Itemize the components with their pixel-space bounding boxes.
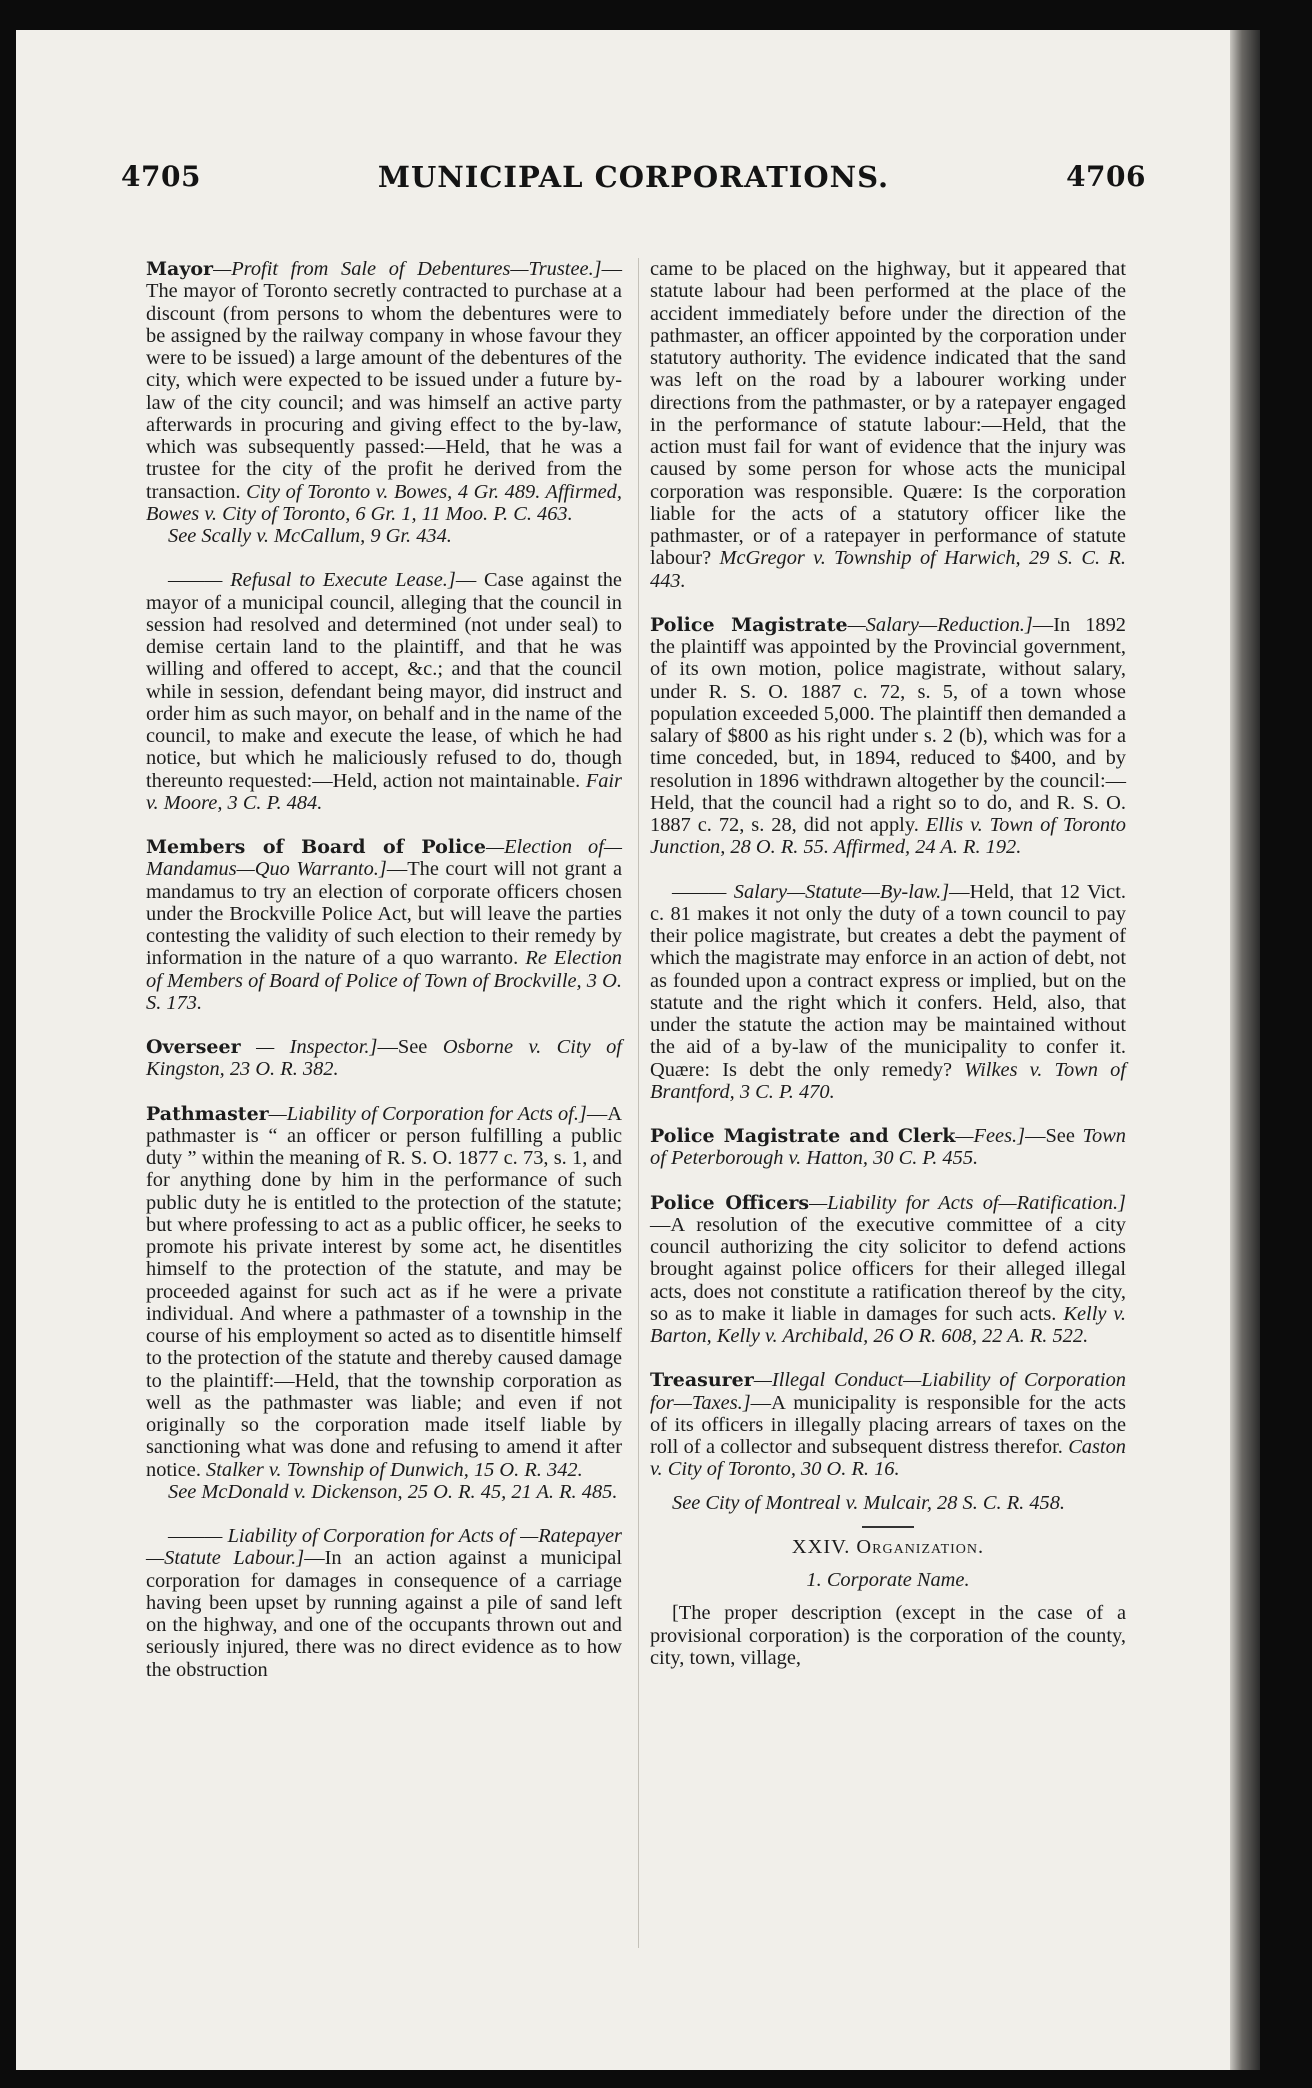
section-body: [The proper description (except in the case of a provisional corporation) is the corporation of the county, city, town, village, [650, 1602, 1126, 1669]
see-also-reference: See McDonald v. Dickenson, 25 O. R. 45, 21 A. R. 485. [168, 1480, 618, 1503]
entry-police-officers [650, 1192, 1126, 1348]
case-citation: Stalker v. Township of Dunwich, 15 O. R. 342. [206, 1458, 583, 1481]
entry-subject: — Inspector.] [240, 1036, 378, 1058]
entry-subject: —Liability for Acts of—Ratification.] [809, 1191, 1126, 1214]
section-heading: XXIV. Organization. [791, 1535, 985, 1558]
entry-subject: —Fees.] [955, 1125, 1026, 1147]
entry-heading: Police Magistrate and Clerk [650, 1125, 956, 1147]
entry-body: —Held, that 12 Vict. c. 81 makes it not only the duty of a town council to pay their police magistrate, but creates a debt the payment of which the magistrate may enforce in an action of debt, not as founded upon a contract express or implied, but on the statute and the right which it confers. Held, also, that under the statute the action may be maintained without the aid of a by-law of the municipality to confer it. Quære: Is debt the only remedy? [650, 880, 1126, 1081]
case-citation: McGregor v. Township of Harwich, 29 S. C. R. 443. [650, 547, 1126, 592]
entry-body: —See [377, 1036, 428, 1058]
entry-subject: —Profit from Sale of Debentures—Trustee.] [213, 258, 602, 280]
see-also-reference: See City of Montreal v. Mulcair, 28 S. C. R. 458. [672, 1491, 1066, 1514]
case-citation: Caston v. City of Toronto, 30 O. R. 16. [650, 1436, 1126, 1481]
running-header [121, 160, 1146, 210]
entry-body: —The court will not grant a mandamus to try an election of corporate officers chosen under the Brockville Police Act, but will leave the parties contesting the validity of such election to their remedy by information in the nature of a quo warranto. [146, 858, 622, 970]
entry-body: came to be placed on the highway, but it appeared that statute labour had been performed at the place of the accident immediately before under the direction of the pathmaster, an officer appointed by the corporation under statutory authority. The evidence indicated that the sand was left on the road by a labourer working under directions from the pathmaster, or by a ratepayer engaged in the performance of statute labour:—Held, that the action must fail for want of evidence that the injury was caused by some person for whose acts the municipal corporation was responsible. Quære: Is the corporation liable for the acts of a statutory officer like the pathmaster, or of a ratepayer in performance of statute labour? [650, 258, 1126, 570]
entry-subject: ——— Liability of Corporation for Acts of —Ratepayer—Statute Labour.] [146, 1525, 622, 1570]
entry-heading: Pathmaster [146, 1102, 269, 1125]
entry-subject: —Liability of Corporation for Acts of.] [268, 1102, 587, 1125]
entry-body: —A municipality is responsible for the acts of its officers in illegally placing arrears of taxes on the roll of a collector and subsequent distress therefor. [650, 1391, 1126, 1458]
entry-refusal-to-execute-lease [146, 569, 622, 814]
entry-body: —The mayor of Toronto secretly contracted to purchase at a discount (from persons to whom the debentures were to be assigned by the railway company in whose favour they were to be issued) a large amount of the debentures of the city, which were expected to be issued under a future by-law of the city council; and was himself an active party afterwards in procuring and giving effect to the by-law, which was subsequently passed:—Held, that he was a trustee for the city of the profit he derived from the transaction. [146, 258, 622, 503]
book-page [16, 30, 1260, 2070]
entry-liability-ratepayer [146, 1525, 622, 1681]
entry-subject: —Illegal Conduct—Liability of Corporation for—Taxes.] [650, 1369, 1126, 1414]
case-citation: Osborne v. City of Kingston, 23 O. R. 382. [146, 1036, 622, 1081]
section-rule [862, 1526, 914, 1528]
case-citation: Wilkes v. Town of Brantford, 3 C. P. 470. [650, 1058, 1126, 1103]
entry-heading: Police Officers [650, 1191, 810, 1214]
entry-body: —A pathmaster is “ an officer or person fulfilling a public duty ” within the meaning of R. S. O. 1877 c. 73, s. 1, and for anything done by him in the performance of such public duty he is entitled to the protection of the statute; but where professing to act as a public officer, he seeks to promote his private interest by some act, he disentitles himself to the protection of the statute, and may be proceeded against for such act as if he were a private individual. And where a pathmaster of a township in the course of his employment so acted as to disentitle himself to the protection of the statute and thereby caused damage to the plaintiff:—Held, that the township corporation as well as the pathmaster was liable; and even if not originally so the corporation made itself liable by sanctioning what was done and refusing to amend it after notice. [146, 1102, 622, 1481]
entry-pathmaster [146, 1103, 622, 1481]
entry-heading: Overseer [146, 1036, 241, 1058]
entry-body: —In an action against a municipal corporation for damages in consequence of a carriage having been upset by running against a pile of sand left on the highway, and one of the occupants thrown out and seriously injured, there was no direct evidence as to how the obstruction [146, 1547, 622, 1681]
running-title: MUNICIPAL CORPORATIONS. [377, 160, 890, 194]
section-subheading: 1. Corporate Name. [806, 1569, 970, 1591]
entry-body: —See [1025, 1125, 1075, 1147]
entry-body: —In 1892 the plaintiff was appointed by the Provincial government, of its own motion, police magistrate, without salary, under R. S. O. 1887 c. 72, s. 5, of a town whose population exceeded 5,000. The plaintiff then demanded a salary of $800 as his right under s. 2 (b), which was for a time conceded, but, in 1894, reduced to $400, and by resolution in 1896 withdrawn altogether by the council:—Held, that the council had a right so to do, and R. S. O. 1887 c. 72, s. 28, did not apply. [650, 613, 1126, 836]
entry-body: — Case against the mayor of a municipal council, alleging that the council in session had resolved and determined (not under seal) to demise certain land to the plaintiff, and that he was willing and offered to accept, &c.; and that the council while in session, defendant being mayor, did instruct and order him as such mayor, on behalf and in the name of the council, to make and execute the lease, of which he had notice, but which he maliciously refused to do, though thereunto requested:—Held, action not maintainable. [146, 569, 622, 792]
case-citation: City of Toronto v. Bowes, 4 Gr. 489. Affirmed, Bowes v. City of Toronto, 6 Gr. 1, 11 Moo. P. C. 463. [146, 480, 622, 525]
entry-heading: Treasurer [650, 1369, 754, 1392]
column-divider [638, 258, 639, 1948]
left-column [146, 258, 622, 1681]
entry-members-of-board-of-police [146, 836, 622, 1014]
entry-heading: Mayor [146, 258, 214, 280]
entry-subject: —Election of—Mandamus—Quo Warranto.] [146, 836, 622, 881]
case-citation: Town of Peterborough v. Hatton, 30 C. P. 455. [650, 1125, 1126, 1170]
page-edge-shadow [1230, 30, 1260, 2070]
entry-heading: Police Magistrate [650, 613, 848, 636]
page-number-left: 4705 [121, 160, 201, 193]
entry-salary-statute [650, 881, 1126, 1104]
entry-subject: ——— Salary—Statute—By-law.] [672, 880, 950, 903]
entry-treasurer [650, 1369, 1126, 1480]
entry-subject: ——— Refusal to Execute Lease.] [168, 569, 456, 592]
entry-subject: —Salary—Reduction.] [847, 613, 1033, 636]
entry-police-magistrate [650, 614, 1126, 859]
entry-heading: Members of Board of Police [146, 836, 486, 858]
entry-body: —A resolution of the executive committee of a city council authorizing the city solicitor to defend actions brought against police officers for their alleged illegal acts, does not constitute a ratification thereof by the city, so as to make it liable in damages for such acts. [650, 1213, 1126, 1325]
entry-continued [650, 258, 1126, 592]
entry-mayor [146, 258, 622, 525]
right-column [650, 258, 1126, 1669]
entry-police-magistrate-and-clerk [650, 1125, 1126, 1170]
case-citation: Ellis v. Town of Toronto Junction, 28 O. R. 55. Affirmed, 24 A. R. 192. [650, 814, 1126, 859]
case-citation: Kelly v. Barton, Kelly v. Archibald, 26 O R. 608, 22 A. R. 522. [650, 1302, 1126, 1347]
page-number-right: 4706 [1066, 160, 1146, 193]
entry-overseer [146, 1036, 622, 1081]
case-citation: Fair v. Moore, 3 C. P. 484. [146, 769, 622, 814]
see-also-reference: See Scally v. McCallum, 9 Gr. 434. [168, 525, 452, 547]
case-citation: Re Election of Members of Board of Police of Town of Brockville, 3 O. S. 173. [146, 947, 622, 1014]
